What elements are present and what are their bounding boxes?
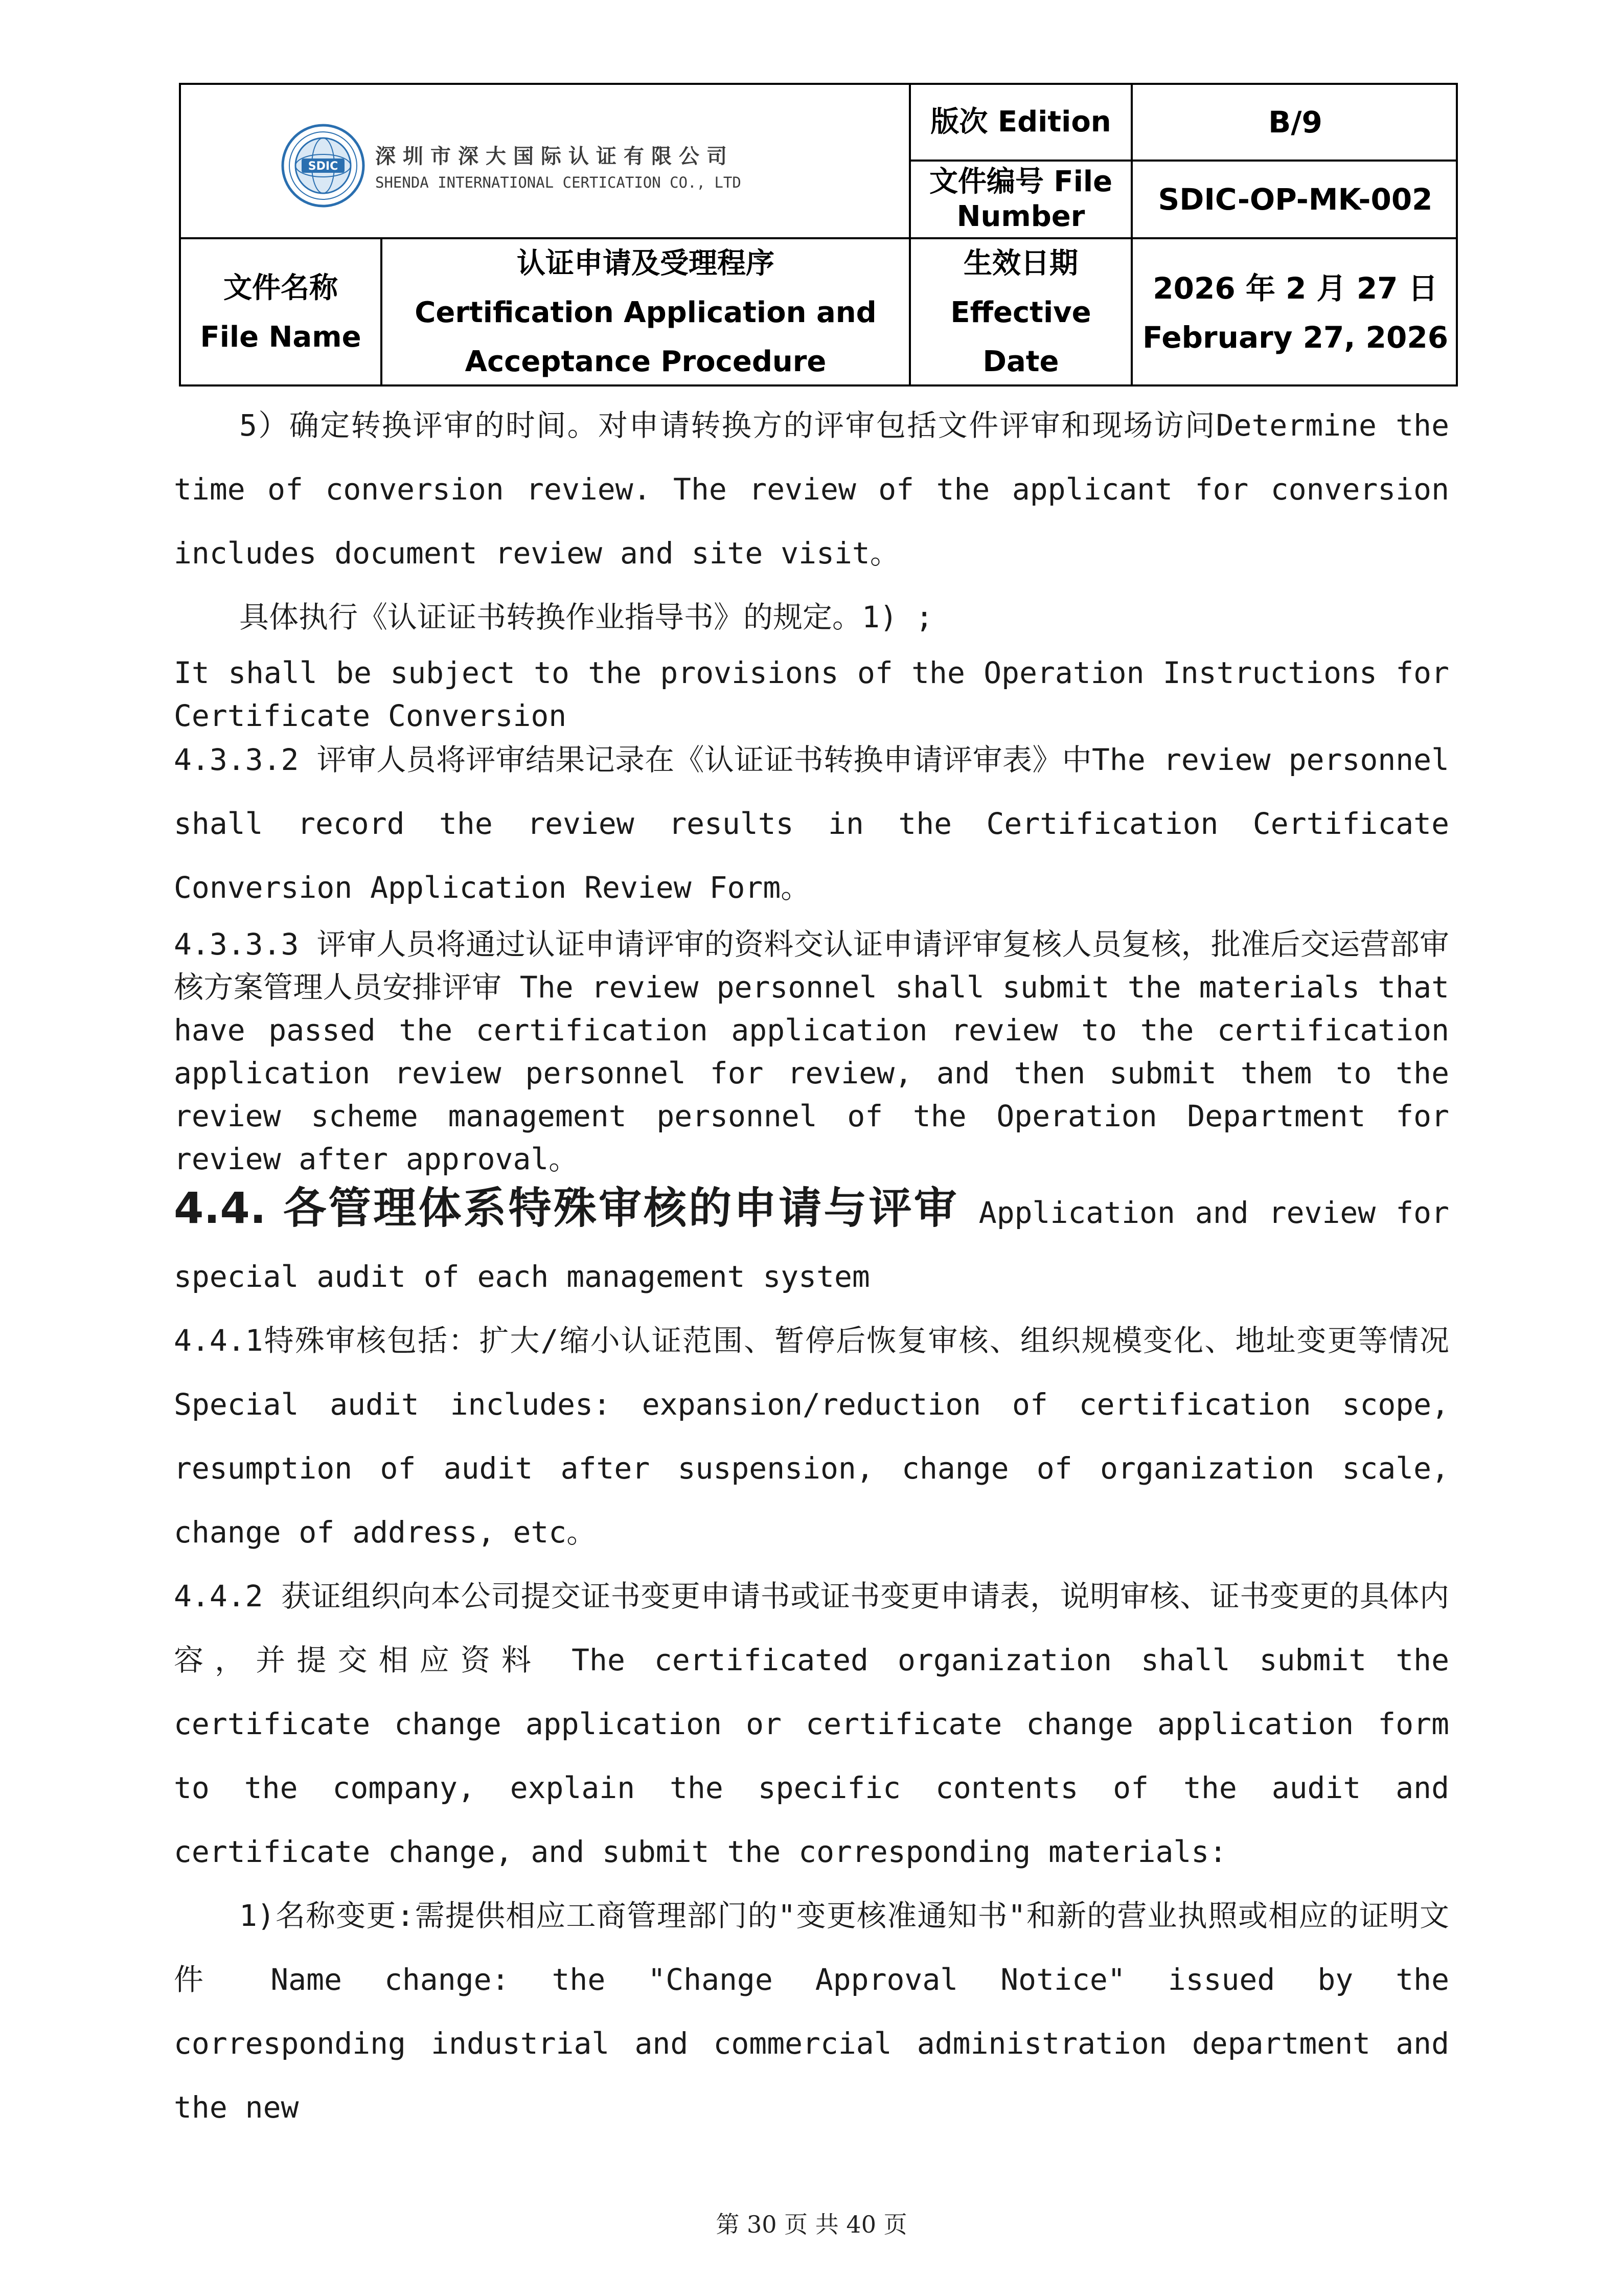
file-number-label-en: Number	[956, 200, 1085, 233]
effective-label-en-line1: Effective	[950, 296, 1091, 329]
paragraph-4-4-1: 4.4.1特殊审核包括：扩大/缩小认证范围、暂停后恢复审核、组织规模变化、地址变更等情况 Special audit includes: expansion/reduction of certification scope, resumption of audit after suspension, change of organization scale, change of address, etc。	[174, 1323, 1449, 1550]
file-name-en-line2: Acceptance Procedure	[465, 345, 827, 378]
file-number-value: SDIC-OP-MK-002	[1158, 182, 1433, 217]
file-name-en-line1: Certification Application and	[415, 296, 877, 329]
section-heading-4-4-cn: 4.4. 各管理体系特殊审核的申请与评审	[174, 1183, 959, 1233]
paragraph-specific-execution: 具体执行《认证证书转换作业指导书》的规定。1) ;	[239, 600, 933, 634]
file-name-value	[382, 239, 909, 387]
file-number-label	[911, 162, 1131, 237]
paragraph-operation-instructions: It shall be subject to the provisions of the Operation Instructions for Certificate Conversion	[174, 655, 1449, 733]
section-heading-4-4	[174, 1176, 1449, 1309]
document-header-table	[179, 83, 1458, 387]
document-body	[174, 394, 1449, 2140]
file-name-label	[181, 239, 380, 387]
effective-label-cn: 生效日期	[964, 247, 1078, 280]
file-name-cn: 认证申请及受理程序	[517, 247, 774, 280]
effective-value-en: February 27, 2026	[1142, 320, 1449, 355]
paragraph-4-3-3-2: 4.3.3.2 评审人员将评审结果记录在《认证证书转换申请评审表》中The review personnel shall record the review results in the Certification Certificate Conversion Application Review Form。	[174, 742, 1449, 905]
page-number-footer: 第 30 页 共 40 页	[716, 2211, 907, 2238]
company-seal-icon	[281, 124, 365, 208]
section-heading-4-4-en: Application and review for special audit of each management system	[174, 1195, 1450, 1294]
effective-value-cn: 2026 年 2 月 27 日	[1153, 271, 1438, 306]
paragraph-name-change: 1)名称变更:需提供相应工商管理部门的"变更核准通知书"和新的营业执照或相应的证明文件 Name change: the "Change Approval Notice" issued by the corresponding industrial and commercial administration department and the new	[174, 1898, 1449, 2125]
edition-value: B/9	[1268, 105, 1322, 140]
logo-text: SDIC	[308, 160, 338, 173]
paragraph-4-4-2: 4.4.2 获证组织向本公司提交证书变更申请书或证书变更申请表，说明审核、证书变更的具体内容，并提交相应资料 The certificated organization shall submit the certificate change application or certificate change application form to the company, explain the specific contents of the audit and certificate change, and submit the corresponding materials:	[174, 1579, 1449, 1869]
paragraph-conversion-review-time: 5）确定转换评审的时间。对申请转换方的评审包括文件评审和现场访问Determine the time of conversion review. The review of the applicant for conversion includes document review and site visit。	[174, 408, 1449, 571]
effective-date-label	[911, 239, 1131, 387]
effective-label-en-line2: Date	[982, 345, 1059, 378]
company-name-cn: 深圳市深大国际认证有限公司	[375, 144, 734, 168]
effective-date-value	[1133, 239, 1458, 387]
paragraph-4-3-3-3: 4.3.3.3 评审人员将通过认证申请评审的资料交认证申请评审复核人员复核，批准后交运营部审核方案管理人员安排评审 The review personnel shall submit the materials that have passed the certification application review to the certification application review personnel for review, and then submit them to the review scheme management personnel of the Operation Department for review after approval。	[174, 927, 1449, 1176]
file-name-label-en: File Name	[200, 321, 361, 354]
file-number-label-cn: 文件编号 File	[929, 165, 1113, 198]
company-name-en: SHENDA INTERNATIONAL CERTICATION CO., LTD	[375, 174, 741, 191]
file-name-label-cn: 文件名称	[223, 271, 338, 305]
company-logo-block	[181, 85, 911, 239]
edition-label: 版次 Edition	[930, 105, 1111, 139]
